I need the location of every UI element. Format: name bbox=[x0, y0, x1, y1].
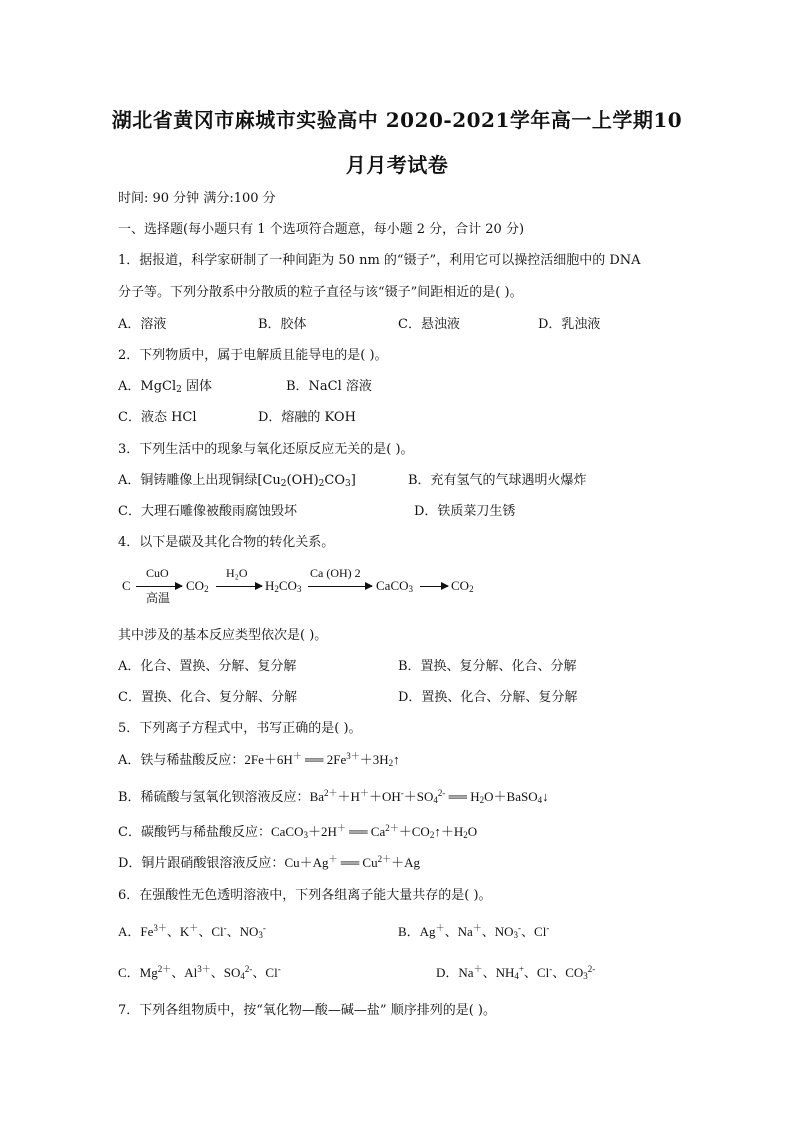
exam-meta: 时间: 90 分钟 满分:100 分 bbox=[118, 191, 276, 206]
q1-stem-line2: 分子等。下列分散系中分散质的粒子直径与该“镊子”间距相近的是( )。 bbox=[118, 285, 523, 300]
q2-option-b: B．NaCl 溶液 bbox=[286, 379, 372, 394]
q4-stem-2: 其中涉及的基本反应类型依次是( )。 bbox=[118, 628, 328, 643]
q1-option-b: B．胶体 bbox=[258, 317, 307, 332]
q6-option-a: A．$Fe^{3+}$、K＋、Cl-、$NO_3^-$ bbox=[118, 923, 266, 940]
scheme-arrow-2 bbox=[216, 586, 262, 587]
scheme-arrow-3 bbox=[308, 586, 372, 587]
q4-option-a: A．化合、置换、分解、复分解 bbox=[118, 659, 297, 674]
q6-stem: 6．在强酸性无色透明溶液中，下列各组离子能大量共存的是( )。 bbox=[118, 888, 492, 903]
scheme-node-h2co3: $H_2CO_3$ bbox=[265, 578, 302, 594]
q2-stem: 2．下列物质中，属于电解质且能导电的是( )。 bbox=[118, 348, 388, 363]
q4-stem: 4．以下是碳及其化合物的转化关系。 bbox=[118, 535, 335, 550]
scheme-arrow1-condition: 高温 bbox=[146, 591, 171, 605]
scheme-arrow-1 bbox=[136, 586, 182, 587]
q4-option-c: C．置换、化合、复分解、分解 bbox=[118, 690, 297, 705]
q3-option-a: A．铜铸雕像上出现铜绿$[Cu_2(OH)_2CO_3]$ bbox=[118, 473, 356, 489]
q5-option-c: C．碳酸钙与稀盐酸反应：CaCO$_3$＋2H＋ ══ $Ca^{2+}+CO_2↑+H_2O$ bbox=[118, 823, 478, 840]
q1-option-c: C．悬浊液 bbox=[398, 317, 460, 332]
q4-option-b: B．置换、复分解、化合、分解 bbox=[398, 659, 577, 674]
q3-option-b: B．充有氢气的气球遇明火爆炸 bbox=[408, 473, 587, 488]
exam-title-line-1: 湖北省黄冈市麻城市实验高中 2020-2021学年高一上学期10 bbox=[111, 108, 683, 132]
q5-option-d: D．铜片跟硝酸银溶液反应：Cu＋Ag＋ ══ $Cu^{2+}+Ag$ bbox=[118, 854, 421, 871]
q6-option-b: B．Ag＋、Na＋、$NO_3^-$、Cl- bbox=[398, 923, 550, 940]
section-heading: 一、选择题(每小题只有 1 个选项符合题意，每小题 2 分，合计 20 分) bbox=[118, 222, 525, 237]
q6-option-c: C．$Mg^{2+}$、$Al^{3+}$、$SO_4^{2-}$、Cl- bbox=[118, 964, 281, 981]
q1-option-a: A．溶液 bbox=[118, 317, 167, 332]
q5-stem: 5．下列离子方程式中，书写正确的是( )。 bbox=[118, 721, 362, 736]
q3-option-c: C．大理石雕像被酸雨腐蚀毁坏 bbox=[118, 504, 297, 519]
exam-title-line-2: 月月考试卷 bbox=[345, 153, 449, 177]
q2-option-c: C．液态 HCl bbox=[118, 410, 197, 425]
q5-option-b: B．稀硫酸与氢氧化钡溶液反应：$Ba^{2+}+H^++OH^-+SO_4^{2-}$ ══ $H_2O+BaSO_4↓$ bbox=[118, 788, 549, 805]
q7-stem: 7．下列各组物质中，按“氧化物—酸—碱—盐” 顺序排列的是( )。 bbox=[118, 1003, 496, 1018]
q6-option-d: D．Na＋、$NH_4^+$、Cl-、$CO_3^{2-}$ bbox=[436, 964, 596, 981]
scheme-node-c: C bbox=[122, 578, 131, 593]
q5-option-a: A．铁与稀盐酸反应：2Fe＋6H＋ ══ $2Fe^{3+}+3H_2↑$ bbox=[118, 751, 400, 768]
q1-stem-line1: 1．据报道，科学家研制了一种间距为 50 nm 的“镊子”，利用它可以操控活细胞中的 DNA bbox=[118, 253, 641, 268]
q3-stem: 3．下列生活中的现象与氧化还原反应无关的是( )。 bbox=[118, 442, 414, 457]
scheme-arrow1-reagent: CuO bbox=[146, 566, 169, 580]
scheme-arrow2-reagent: H₂O bbox=[226, 566, 248, 580]
scheme-node-caco3: CaCO$_3$ bbox=[376, 578, 413, 594]
carbon-conversion-scheme bbox=[122, 566, 542, 606]
q2-option-d: D．熔融的 KOH bbox=[258, 410, 356, 425]
q1-option-d: D．乳浊液 bbox=[538, 317, 601, 332]
q2-option-a: A．MgCl$_2$ 固体 bbox=[118, 379, 213, 395]
scheme-node-co2-final: $CO_2$ bbox=[451, 578, 474, 594]
scheme-arrow3-reagent: Ca (OH) 2 bbox=[310, 566, 361, 580]
scheme-node-co2: $CO_2$ bbox=[186, 578, 209, 594]
q3-option-d: D．铁质菜刀生锈 bbox=[414, 504, 516, 519]
scheme-arrow-4 bbox=[420, 586, 448, 587]
q4-option-d: D．置换、化合、分解、复分解 bbox=[398, 690, 578, 705]
